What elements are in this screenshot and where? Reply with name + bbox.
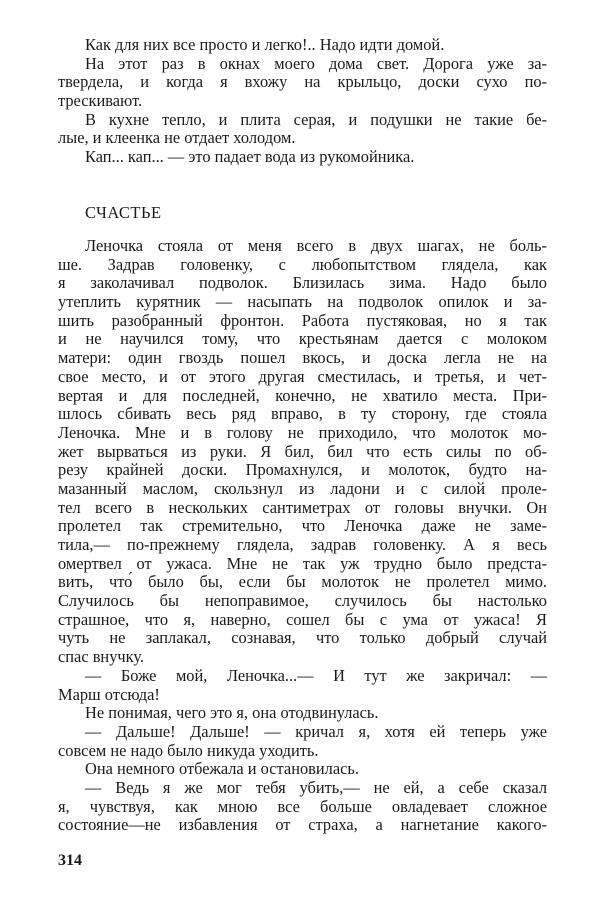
text-line: вертая и для последней, конечно, не хватило места. При- — [58, 385, 547, 405]
paragraph — [58, 111, 547, 148]
text-line: Леночка стояла от меня всего в двух шагах, не боль- — [85, 236, 547, 255]
text-line: жет вырваться из руки. Я бил, бил что есть силы по об- — [58, 441, 547, 461]
text-line: — Ведь я же мог тебя убить,— не ей, а себе сказал — [85, 777, 547, 797]
text-line: и не научился тому, что крестьянам дается с молоком — [58, 329, 547, 349]
text-block-top — [58, 36, 547, 167]
text-line: вить, что́ было бы, если бы молоток не пролетел мимо. — [58, 572, 547, 592]
text-block-main — [58, 237, 547, 835]
section-title: СЧАСТЬЕ — [85, 203, 162, 222]
text-line: спас внучку. — [58, 647, 145, 667]
text-line: резу крайней доски. Промахнулся, и молоток, будто на- — [58, 460, 547, 480]
text-line: Случилось бы непоправимое, случилось бы настолько — [58, 591, 547, 611]
text-line: тила,— по-прежнему глядела, задрав головенку. А я весь — [58, 535, 547, 554]
text-line: матери: один гвоздь пошел вкось, и доска легла не на — [58, 348, 547, 368]
text-line: Как для них все просто и легко!.. Надо идти домой. — [85, 35, 445, 54]
paragraph — [58, 36, 547, 55]
text-line: В кухне тепло, и плита серая, и подушки не такие бе- — [85, 109, 547, 129]
text-line: Леночка. Мне и в голову не приходило, что молоток мо- — [58, 422, 547, 442]
paragraph — [58, 148, 547, 167]
paragraph — [58, 704, 547, 723]
paragraph — [58, 760, 547, 779]
text-line: лые, и клеенка не отдает холодом. — [58, 128, 296, 148]
page-number: 314 — [58, 852, 82, 869]
text-line: Не понимая, чего это я, она отодвинулась. — [85, 703, 379, 723]
paragraph — [58, 723, 547, 760]
paragraph — [58, 237, 547, 667]
text-line: ше. Задрав головенку, с любопытством глядела, как — [58, 254, 547, 274]
text-line: — Боже мой, Леночка...— И тут же закричал: — — [85, 665, 547, 685]
paragraph — [58, 779, 547, 835]
text-line: тел всего в нескольких сантиметрах от головы внучки. Он — [58, 497, 547, 517]
text-line: мазанный маслом, скользнул из ладони и с силой проле- — [58, 478, 547, 498]
text-line: твердела, и когда я вхожу на крыльцо, доски сухо по- — [58, 72, 547, 92]
text-line: состояние—не избавления от страха, а нагнетание какого- — [58, 815, 547, 835]
text-line: я заколачивал подволок. Близилась зима. Надо было — [58, 273, 547, 293]
text-line: омертвел от ужаса. Мне не так уж трудно было предста- — [58, 553, 547, 573]
text-line: чуть не заплакал, сознавая, что только добрый случай — [58, 628, 547, 648]
text-line: утеплить курятник — насыпать на подволок опилок и за- — [58, 292, 547, 312]
text-line: трескивают. — [58, 91, 143, 111]
text-line: я, чувствуя, как мною все больше овладевает сложное — [58, 796, 547, 816]
text-line: — Дальше! Дальше! — кричал я, хотя ей теперь уже — [85, 721, 547, 741]
text-line: страшное, что я, наверно, сошел бы с ума от ужаса! Я — [58, 609, 547, 629]
text-line: Кап... кап... — это падает вода из рукомойника. — [85, 147, 415, 167]
paragraph — [58, 667, 547, 704]
text-line: На этот раз в окнах моего дома свет. Дорога уже за- — [85, 53, 547, 73]
text-line: совсем не надо было никуда уходить. — [58, 740, 319, 760]
text-line: шлось сбивать весь ряд вправо, в ту сторону, где стояла — [58, 404, 547, 424]
paragraph — [58, 55, 547, 111]
text-line: свое место, и от этого другая сместилась, и третья, и чет- — [58, 366, 547, 386]
text-line: шить разобранный фронтон. Работа пустяковая, но я так — [58, 310, 547, 330]
text-line: Она немного отбежала и остановилась. — [85, 759, 359, 779]
text-line: Марш отсюда! — [58, 684, 160, 704]
text-line: пролетел так стремительно, что Леночка даже не заме- — [58, 516, 547, 536]
